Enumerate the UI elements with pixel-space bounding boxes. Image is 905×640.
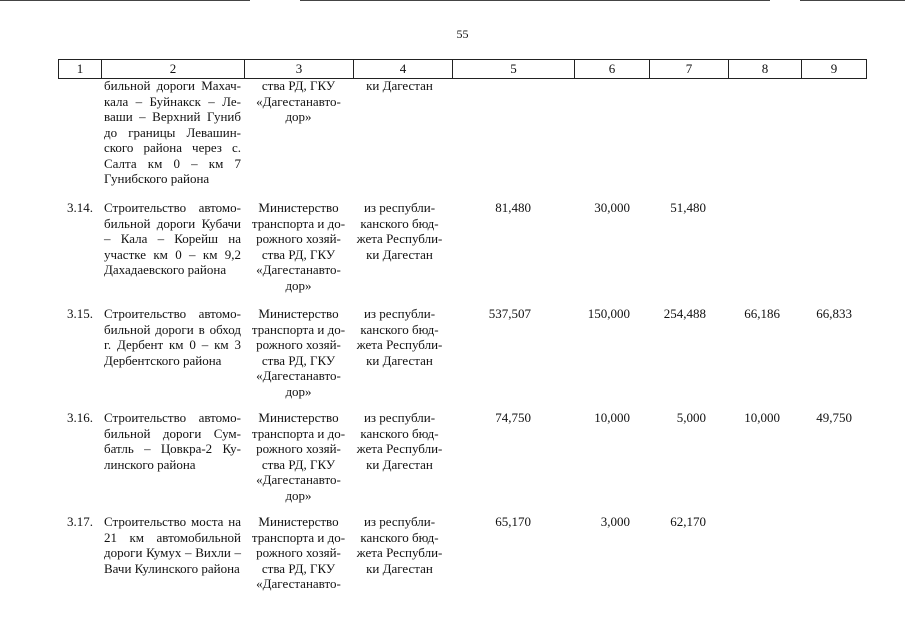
- column-header: 9: [802, 60, 867, 79]
- row-value-col9: 66,833: [816, 306, 852, 321]
- row-value-col5: 74,750: [495, 410, 531, 425]
- column-header-row: [58, 59, 867, 79]
- row-value-col6: 150,000: [587, 306, 630, 321]
- column-header: 7: [650, 60, 729, 79]
- row-value-col6: 30,000: [594, 200, 630, 215]
- row-funding-source: из республи-канского бюд-жета Республи-ки Дагестан: [356, 514, 443, 576]
- row-value-col5: 81,480: [495, 200, 531, 215]
- scan-edge-line: [300, 0, 770, 1]
- row-funding-source: из республи-канского бюд-жета Республи-ки Дагестан: [356, 410, 443, 472]
- column-header: 6: [575, 60, 650, 79]
- row-index: 3.14.: [67, 200, 93, 215]
- scan-edge-line: [800, 0, 905, 1]
- row-description: Строительство автомо-бильной дороги Сум-батль – Цовкра-2 Ку-линского района: [104, 410, 241, 472]
- row-value-col6: 3,000: [600, 514, 630, 529]
- page-number: 55: [456, 27, 469, 41]
- row-description: Строительство автомо-бильной дороги в обход г. Дербент км 0 – км 3 Дербентского района: [104, 306, 241, 368]
- column-header: 2: [102, 60, 245, 79]
- row-ministry: Министерство транспорта и до-рожного хозяй-ства РД, ГКУ «Дагестанавто-дор»: [251, 200, 346, 293]
- row-ministry: Министерство транспорта и до-рожного хозяй-ства РД, ГКУ «Дагестанавто-: [251, 514, 346, 591]
- row-funding-source: из республи-канского бюд-жета Республи-ки Дагестан: [356, 306, 443, 368]
- column-header: 3: [245, 60, 354, 79]
- column-header: 8: [729, 60, 802, 79]
- row-value-col5: 537,507: [488, 306, 531, 321]
- row-value-col7: 254,488: [663, 306, 706, 321]
- row-ministry: Министерство транспорта и до-рожного хозяй-ства РД, ГКУ «Дагестанавто-дор»: [251, 306, 346, 399]
- row-description: Строительство моста на 21 км автомобильной дороги Кумух – Вихли – Вачи Кулинского района: [104, 514, 241, 576]
- column-header: 4: [354, 60, 453, 79]
- row-value-col7: 51,480: [670, 200, 706, 215]
- row-funding-source: из республи-канского бюд-жета Республи-ки Дагестан: [356, 200, 443, 262]
- row-index: 3.15.: [67, 306, 93, 321]
- row-value-col7: 62,170: [670, 514, 706, 529]
- row-value-col6: 10,000: [594, 410, 630, 425]
- row-value-col9: 49,750: [816, 410, 852, 425]
- row-value-col8: 66,186: [744, 306, 780, 321]
- row-description: Строительство автомо-бильной дороги Кубачи – Кала – Корейш на участке км 0 – км 9,2 Дахадаевского района: [104, 200, 241, 277]
- continuation-description: бильной дороги Махач-кала – Буйнакск – Ле-ваши – Верхний Гуниб до границы Левашин-ского района через с. Салта км 0 – км 7 Гунибского района: [104, 78, 241, 186]
- row-index: 3.17.: [67, 514, 93, 529]
- row-ministry: Министерство транспорта и до-рожного хозяй-ства РД, ГКУ «Дагестанавто-дор»: [251, 410, 346, 503]
- column-header: 1: [59, 60, 102, 79]
- row-value-col5: 65,170: [495, 514, 531, 529]
- row-value-col7: 5,000: [676, 410, 706, 425]
- scan-edge-line: [0, 0, 250, 1]
- row-index: 3.16.: [67, 410, 93, 425]
- column-header: 5: [453, 60, 575, 79]
- continuation-ministry: ства РД, ГКУ «Дагестанавто-дор»: [256, 78, 341, 124]
- row-value-col8: 10,000: [744, 410, 780, 425]
- continuation-source: ки Дагестан: [366, 78, 433, 93]
